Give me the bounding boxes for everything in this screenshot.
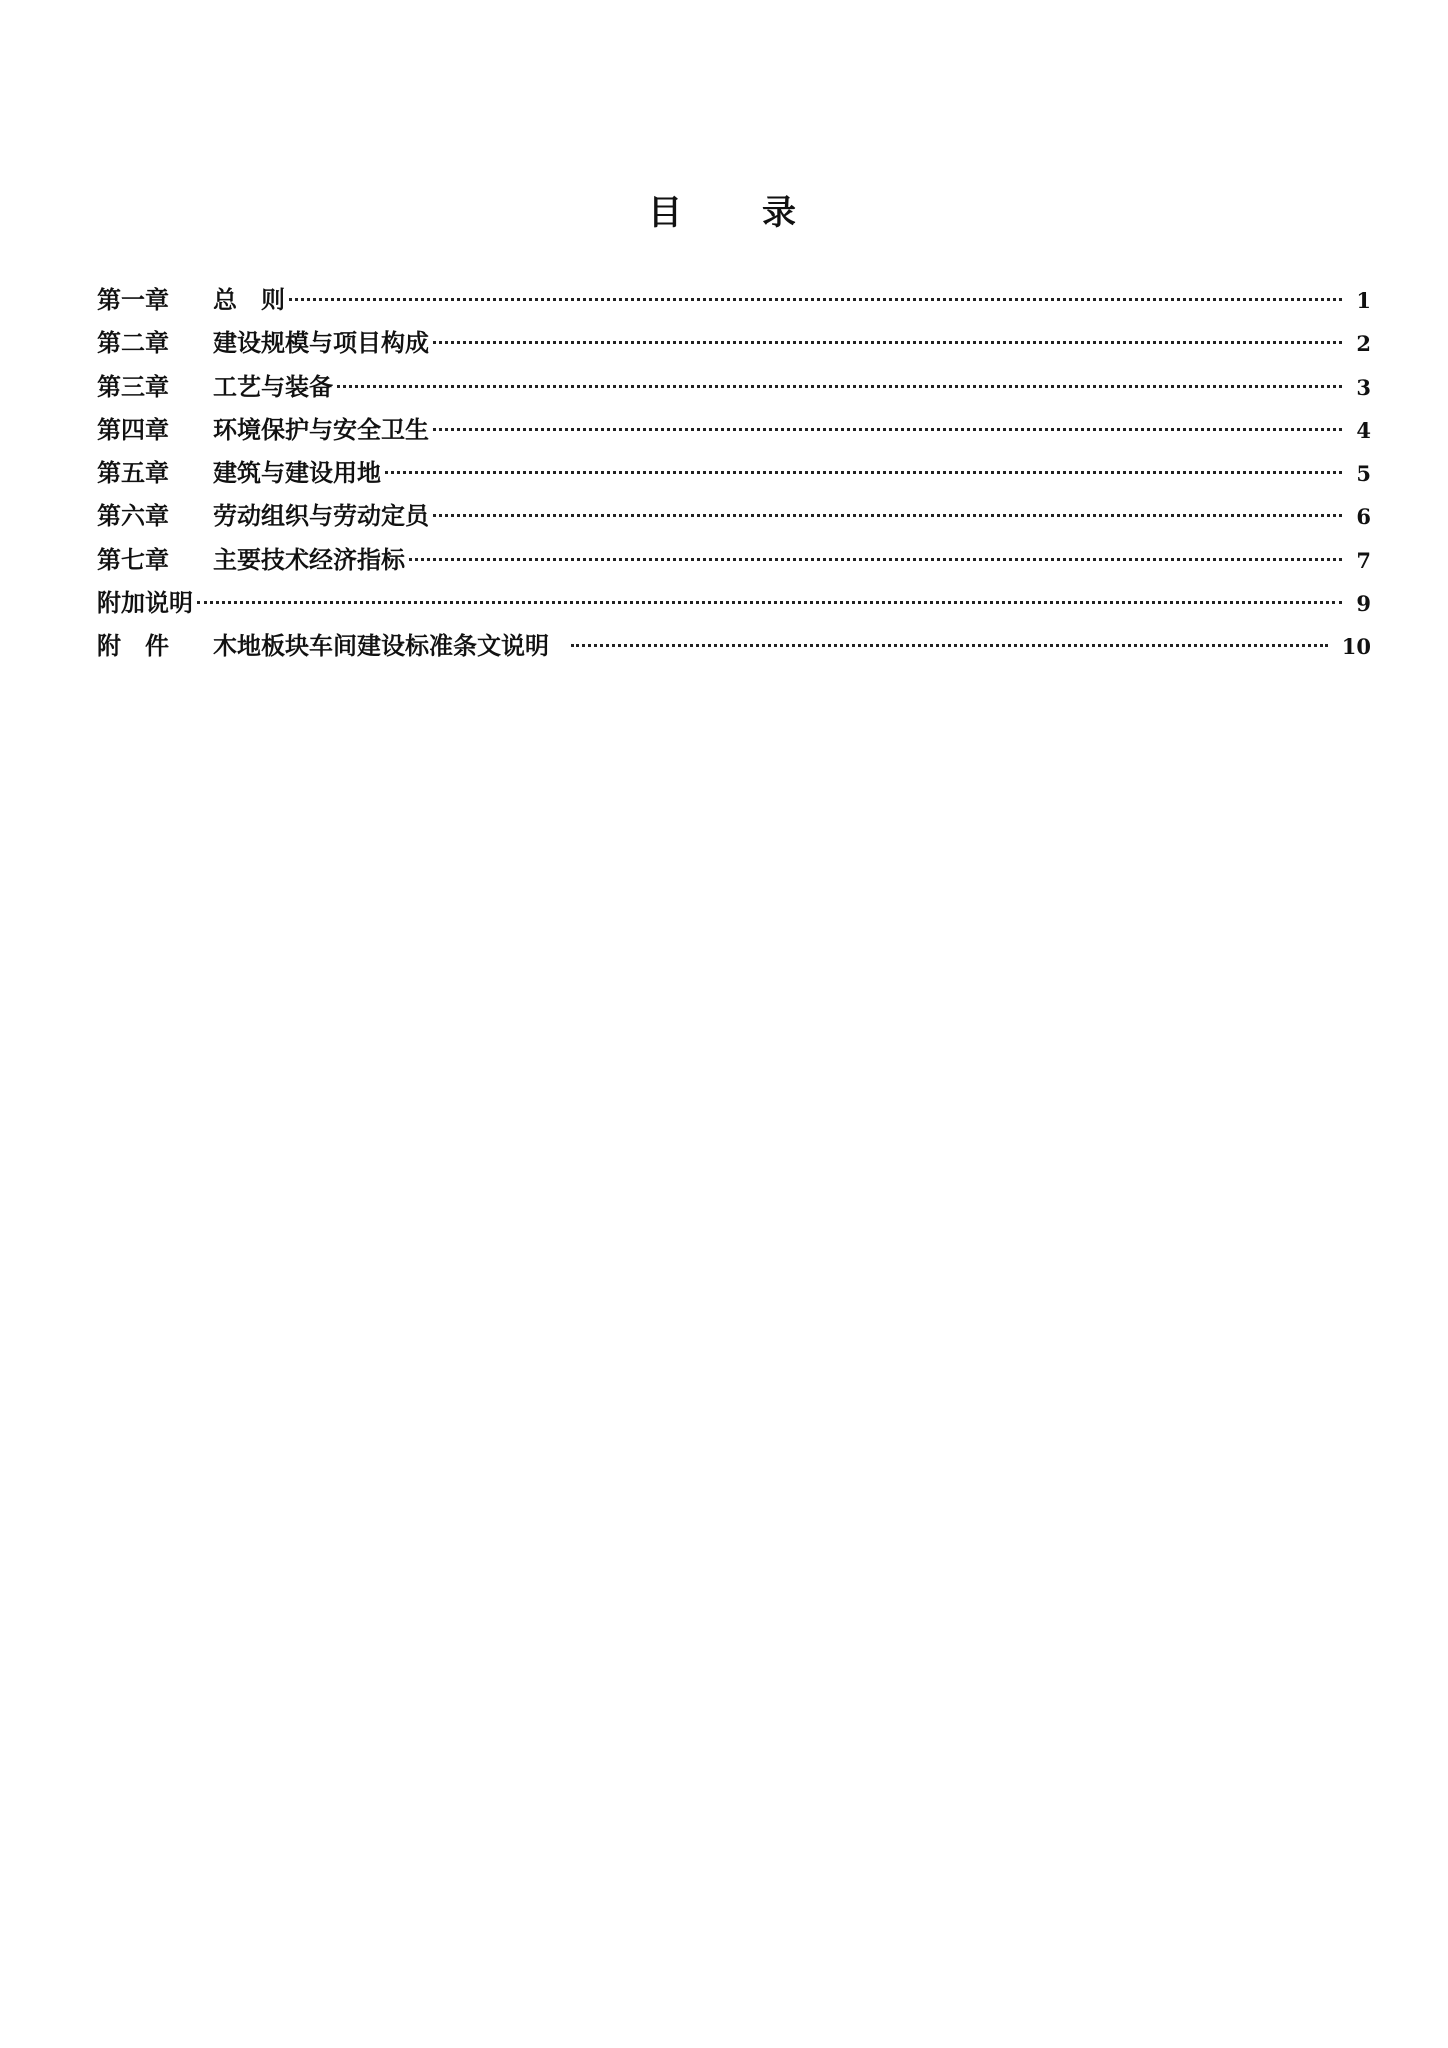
toc-page-number: 5: [1356, 461, 1371, 487]
toc-entry-title: 环境保护与安全卫生: [213, 414, 429, 444]
toc-entry-label: [97, 583, 193, 618]
toc-entry-title: 建设规模与项目构成: [213, 328, 429, 358]
toc-entry-label: [97, 626, 549, 661]
toc-chapter-number: 第七章: [97, 544, 169, 574]
toc-entry-label: [97, 496, 429, 531]
table-of-contents: [97, 280, 1371, 670]
toc-entry-label: [97, 410, 429, 445]
toc-chapter-number: 第二章: [97, 328, 169, 358]
toc-page-number: 2: [1356, 331, 1371, 357]
toc-entry-label: [97, 367, 333, 402]
page-title: 目 录: [648, 193, 800, 233]
dot-leader: [197, 601, 1342, 604]
toc-entry-label: [97, 323, 429, 358]
toc-entry-chapter-3: [97, 367, 1371, 410]
toc-entry-chapter-7: [97, 540, 1371, 583]
toc-entry-additional-notes: [97, 583, 1371, 626]
toc-chapter-number: 第六章: [97, 501, 169, 531]
dot-leader: [433, 428, 1342, 431]
toc-entry-appendix: [97, 626, 1371, 669]
toc-entry-title: 附加说明: [97, 588, 193, 618]
toc-entry-label: [97, 280, 285, 315]
toc-chapter-number: 第四章: [97, 414, 169, 444]
toc-page-number: 4: [1356, 417, 1371, 443]
toc-chapter-number: 附 件: [97, 631, 169, 661]
toc-entry-chapter-6: [97, 496, 1371, 539]
toc-chapter-number: 第一章: [97, 285, 169, 314]
toc-page-number: 7: [1356, 547, 1371, 573]
toc-page-number: 3: [1356, 374, 1371, 400]
toc-page-number: 1: [1356, 288, 1371, 313]
toc-entry-title: 主要技术经济指标: [213, 544, 405, 574]
toc-entry-title: 劳动组织与劳动定员: [213, 501, 429, 531]
dot-leader: [289, 298, 1342, 301]
dot-leader: [433, 341, 1342, 344]
toc-chapter-number: 第五章: [97, 458, 169, 488]
toc-page-number: 10: [1341, 634, 1371, 660]
toc-page-number: 6: [1356, 504, 1371, 530]
toc-entry-chapter-2: [97, 323, 1371, 366]
toc-entry-title: 木地板块车间建设标准条文说明: [213, 631, 549, 661]
dot-leader: [409, 558, 1342, 561]
toc-chapter-number: 第三章: [97, 371, 169, 401]
dot-leader: [433, 514, 1342, 517]
toc-page-number: 9: [1356, 591, 1371, 617]
toc-entry-label: [97, 540, 405, 575]
toc-entry-chapter-1: [97, 280, 1371, 323]
toc-entry-title: 建筑与建设用地: [213, 458, 381, 488]
toc-entry-chapter-5: [97, 453, 1371, 496]
dot-leader: [337, 385, 1342, 388]
toc-entry-chapter-4: [97, 410, 1371, 453]
toc-entry-title: 工艺与装备: [213, 371, 333, 401]
toc-entry-title: 总 则: [213, 285, 285, 314]
dot-leader: [571, 644, 1328, 647]
dot-leader: [385, 471, 1342, 474]
toc-entry-label: [97, 453, 381, 488]
